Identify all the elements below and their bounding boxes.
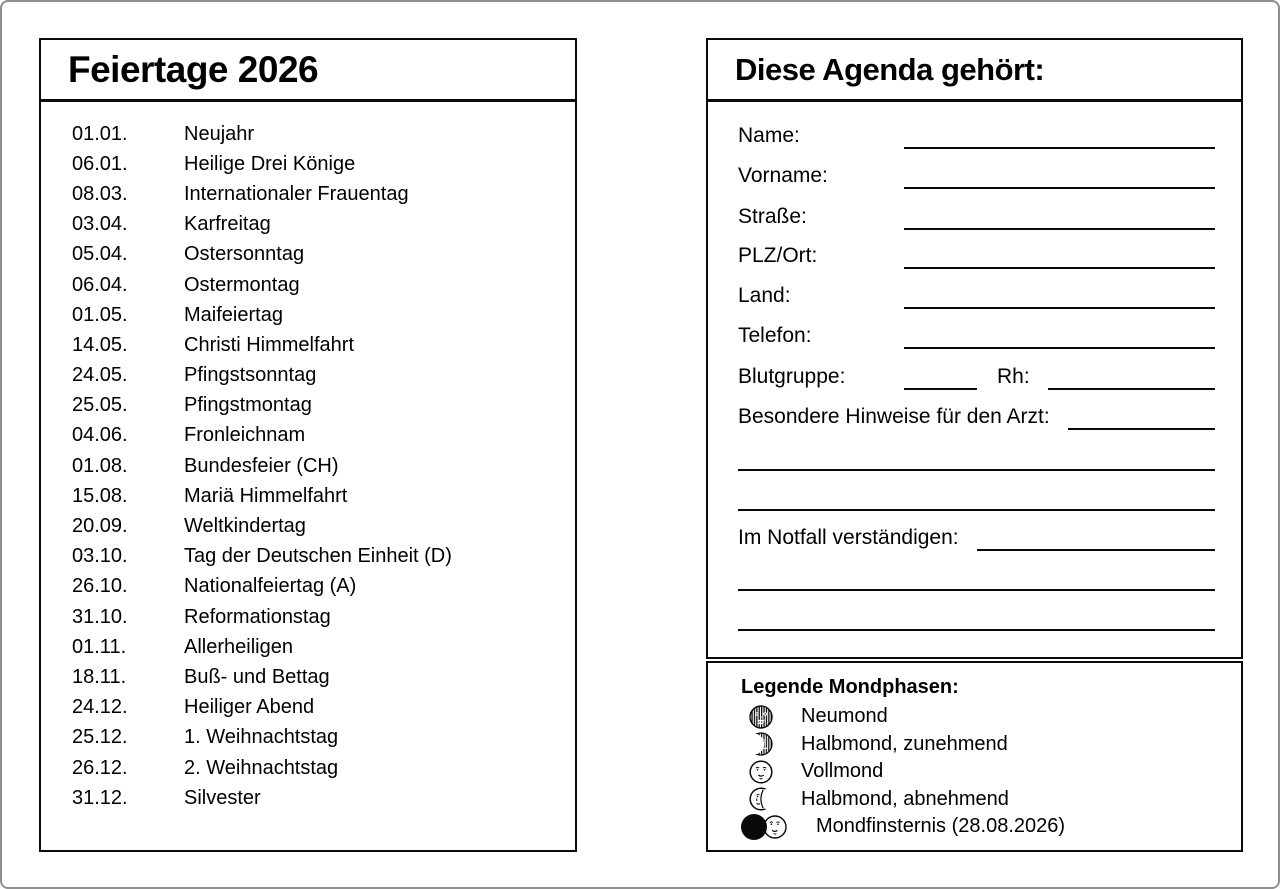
holiday-name: Ostermontag xyxy=(184,273,300,296)
holiday-row xyxy=(41,179,575,209)
holiday-name: Weltkindertag xyxy=(184,515,306,538)
full-moon-icon xyxy=(748,760,774,784)
holiday-name: Allerheiligen xyxy=(184,635,293,658)
rh-label: Rh: xyxy=(997,365,1030,388)
holiday-date: 06.04. xyxy=(72,273,128,296)
plz-ort-label: PLZ/Ort: xyxy=(738,244,818,267)
holiday-date: 24.05. xyxy=(72,364,128,387)
holiday-date: 03.10. xyxy=(72,545,128,568)
holiday-name: 2. Weihnachtstag xyxy=(184,756,339,779)
vorname-label: Vorname: xyxy=(738,164,828,187)
telefon-label: Telefon: xyxy=(738,324,812,347)
holiday-row xyxy=(41,542,575,572)
form-blank-row xyxy=(738,551,1215,591)
form-row-emergency xyxy=(738,511,1215,551)
holiday-name: Reformationstag xyxy=(184,605,331,628)
holiday-date: 31.10. xyxy=(72,605,128,628)
holiday-name: Neujahr xyxy=(184,122,255,145)
owner-form-title: Diese Agenda gehört: xyxy=(735,51,1045,87)
holiday-name: Karfreitag xyxy=(184,213,271,236)
legend-item-waning-half-moon xyxy=(708,786,1241,814)
holiday-row xyxy=(41,662,575,692)
holiday-date: 06.01. xyxy=(72,152,128,175)
holiday-date: 31.12. xyxy=(72,786,128,809)
holiday-name: Tag der Deutschen Einheit (D) xyxy=(184,545,452,568)
strasse-label: Straße: xyxy=(738,205,807,228)
holiday-date: 24.12. xyxy=(72,696,128,719)
holiday-name: Heiliger Abend xyxy=(184,696,315,719)
holiday-row xyxy=(41,240,575,270)
holiday-row xyxy=(41,210,575,240)
holiday-row xyxy=(41,723,575,753)
moon-legend-title: Legende Mondphasen: xyxy=(741,676,959,698)
holiday-name: Nationalfeiertag (A) xyxy=(184,575,357,598)
legend-item-full-moon xyxy=(708,758,1241,786)
holiday-row xyxy=(41,119,575,149)
blank-line xyxy=(738,627,1215,631)
holiday-row xyxy=(41,783,575,813)
waning-half-moon-icon xyxy=(748,787,774,811)
holiday-row xyxy=(41,421,575,451)
holidays-panel xyxy=(39,38,577,852)
holiday-date: 01.05. xyxy=(72,303,128,326)
legend-label: Mondfinsternis (28.08.2026) xyxy=(816,815,1066,838)
legend-label: Halbmond, zunehmend xyxy=(801,732,1008,755)
holiday-date: 25.12. xyxy=(72,726,128,749)
form-blank-row xyxy=(738,431,1215,471)
holiday-date: 03.04. xyxy=(72,213,128,236)
holiday-date: 18.11. xyxy=(72,665,127,688)
telefon-blank-line xyxy=(904,345,1215,349)
vorname-blank-line xyxy=(904,185,1215,189)
form-row-plz-ort xyxy=(738,229,1215,269)
holiday-row xyxy=(41,481,575,511)
holiday-row xyxy=(41,753,575,783)
holiday-name: Pfingstsonntag xyxy=(184,364,317,387)
holiday-name: Pfingstmontag xyxy=(184,394,312,417)
holiday-row xyxy=(41,602,575,632)
holiday-name: Heilige Drei Könige xyxy=(184,152,356,175)
form-row-blutgruppe xyxy=(738,350,1215,390)
holiday-date: 05.04. xyxy=(72,243,128,266)
holiday-row xyxy=(41,300,575,330)
holiday-list xyxy=(41,102,575,813)
land-label: Land: xyxy=(738,284,791,307)
holiday-date: 01.11. xyxy=(72,635,127,658)
owner-form-body xyxy=(708,105,1241,657)
doctor-notes-label: Besondere Hinweise für den Arzt: xyxy=(738,405,1050,428)
holiday-name: Christi Himmelfahrt xyxy=(184,333,355,356)
form-blank-row xyxy=(738,591,1215,631)
holiday-name: Maifeiertag xyxy=(184,303,283,326)
emergency-label: Im Notfall verständigen: xyxy=(738,526,959,549)
holiday-row xyxy=(41,149,575,179)
legend-item-lunar-eclipse xyxy=(708,813,1241,841)
moon-legend-panel xyxy=(706,661,1243,852)
holiday-date: 14.05. xyxy=(72,333,128,356)
holiday-date: 01.08. xyxy=(72,454,128,477)
blutgruppe-label: Blutgruppe: xyxy=(738,365,846,388)
holiday-row xyxy=(41,270,575,300)
form-row-doctor-notes xyxy=(738,390,1215,430)
holiday-date: 04.06. xyxy=(72,424,128,447)
holiday-name: Bundesfeier (CH) xyxy=(184,454,339,477)
owner-form-header xyxy=(708,40,1241,102)
holiday-date: 01.01. xyxy=(72,122,128,145)
form-row-land xyxy=(738,269,1215,309)
legend-label: Neumond xyxy=(801,705,888,728)
holiday-name: Fronleichnam xyxy=(184,424,306,447)
name-label: Name: xyxy=(738,124,800,147)
legend-label: Halbmond, abnehmend xyxy=(801,787,1009,810)
holiday-date: 26.12. xyxy=(72,756,128,779)
form-row-vorname xyxy=(738,149,1215,189)
holiday-name: Buß- und Bettag xyxy=(184,665,330,688)
holiday-row xyxy=(41,693,575,723)
holiday-row xyxy=(41,572,575,602)
legend-label: Vollmond xyxy=(801,760,884,783)
holiday-date: 25.05. xyxy=(72,394,128,417)
holiday-row xyxy=(41,391,575,421)
holiday-name: Silvester xyxy=(184,786,261,809)
holiday-date: 26.10. xyxy=(72,575,128,598)
holiday-name: Internationaler Frauentag xyxy=(184,182,409,205)
holiday-date: 15.08. xyxy=(72,484,128,507)
holiday-name: 1. Weihnachtstag xyxy=(184,726,339,749)
holiday-date: 08.03. xyxy=(72,182,128,205)
holidays-title: Feiertage 2026 xyxy=(68,48,319,90)
holiday-row xyxy=(41,632,575,662)
holiday-row xyxy=(41,451,575,481)
new-moon-icon xyxy=(748,705,774,729)
form-row-telefon xyxy=(738,309,1215,349)
holiday-name: Ostersonntag xyxy=(184,243,305,266)
doctor-notes-blank-line xyxy=(1068,426,1215,430)
waxing-half-moon-icon xyxy=(748,732,774,756)
moon-legend-list xyxy=(708,703,1241,841)
legend-item-new-moon xyxy=(708,703,1241,731)
holiday-name: Mariä Himmelfahrt xyxy=(184,484,348,507)
form-row-strasse xyxy=(738,190,1215,230)
legend-item-waxing-half-moon xyxy=(708,731,1241,759)
form-blank-row xyxy=(738,471,1215,511)
form-row-name xyxy=(738,109,1215,149)
holiday-row xyxy=(41,361,575,391)
holidays-panel-header xyxy=(41,40,575,102)
holiday-row xyxy=(41,330,575,360)
owner-form-panel xyxy=(706,38,1243,659)
holiday-date: 20.09. xyxy=(72,515,128,538)
lunar-eclipse-icon xyxy=(741,813,789,841)
holiday-row xyxy=(41,511,575,541)
